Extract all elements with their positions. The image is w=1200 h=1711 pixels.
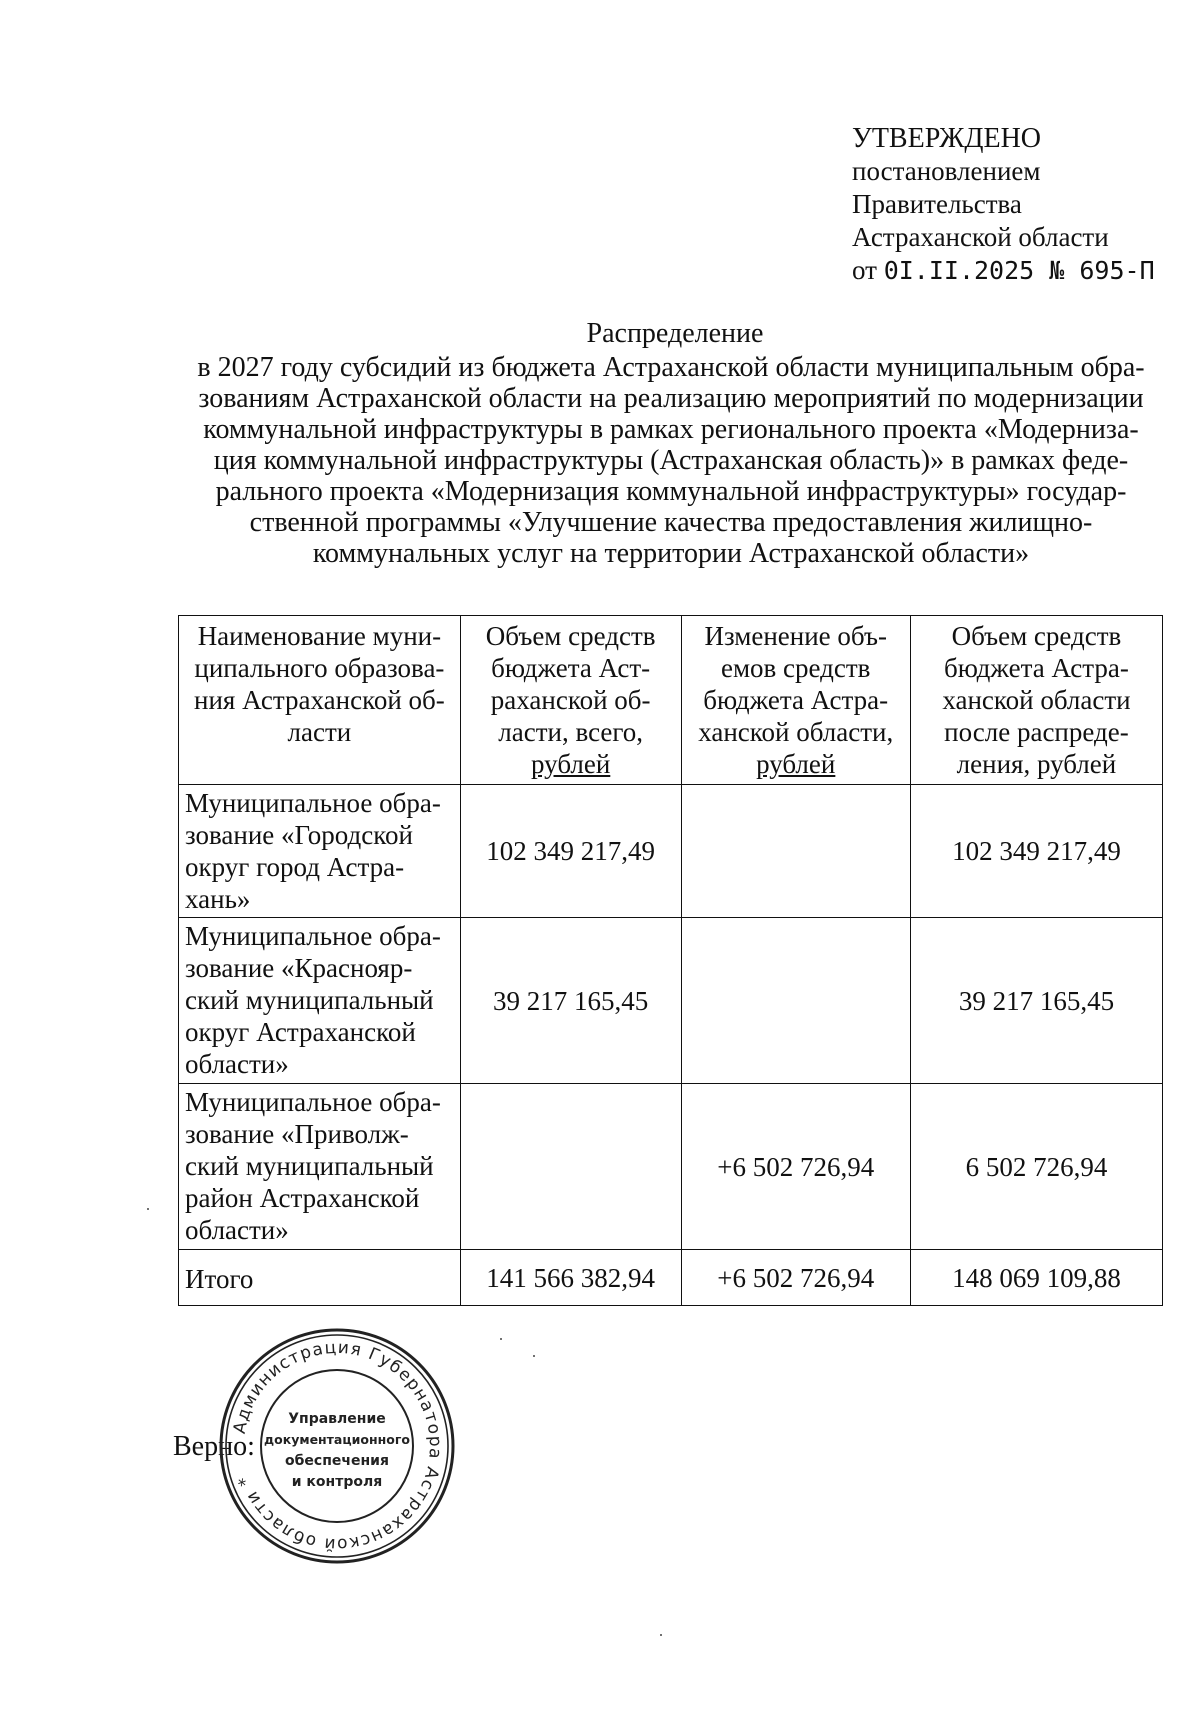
approval-line-3: Астраханской области (852, 222, 1109, 252)
header-line: ласти (287, 717, 352, 747)
cell-change (681, 785, 910, 918)
table-row (179, 918, 1163, 1084)
table-total-row (179, 1250, 1163, 1306)
name-line: ский муниципальный (185, 985, 434, 1015)
name-line: зование «Приволж- (185, 1119, 409, 1149)
name-line: области» (185, 1049, 289, 1079)
cell-after: 6 502 726,94 (910, 1084, 1162, 1250)
approval-line-1: постановлением (852, 156, 1041, 186)
cell-after: 148 069 109,88 (910, 1250, 1162, 1306)
scan-speck (147, 1208, 149, 1210)
cell-change (681, 918, 910, 1084)
distribution-table (178, 615, 1163, 1306)
cell-total: 39 217 165,45 (460, 918, 681, 1084)
cell-municipality (179, 785, 461, 918)
name-line: области» (185, 1215, 289, 1245)
name-line: хань» (185, 884, 251, 914)
header-line: раханской об- (490, 685, 651, 715)
header-line: после распреде- (944, 717, 1129, 747)
name-line: район Астраханской (185, 1183, 420, 1213)
approval-date-line (852, 254, 1155, 287)
cell-total-label: Итого (179, 1250, 461, 1306)
header-line: Объем средств (485, 621, 656, 651)
scan-speck (660, 1634, 662, 1636)
seal-line: и контроля (291, 1474, 383, 1490)
header-line: бюджета Астра- (944, 653, 1129, 683)
subtitle-line: ственной программы «Улучшение качества предоставления жилищно- (249, 507, 1093, 538)
header-line: ласти, всего, (498, 717, 644, 747)
seal-line: документационного (264, 1432, 410, 1447)
header-line: емов средств (720, 653, 871, 683)
header-line: ния Астраханской об- (194, 685, 445, 715)
approval-prefix: от (852, 255, 877, 285)
approval-block (852, 122, 1155, 287)
name-line: Муниципальное обра- (185, 921, 441, 951)
cell-total (460, 1084, 681, 1250)
header-municipality (179, 616, 461, 785)
header-budget-after (910, 616, 1162, 785)
name-line: Муниципальное обра- (185, 788, 441, 818)
header-line: ления, рублей (956, 749, 1117, 779)
name-line: зование «Городской (185, 820, 413, 850)
header-line: Наименование муни- (197, 621, 442, 651)
name-line: ский муниципальный (185, 1151, 434, 1181)
seal-ring-text: Администрация Губернатора Астраханской области * (229, 1337, 446, 1555)
cell-change: +6 502 726,94 (681, 1084, 910, 1250)
header-budget-change (681, 616, 910, 785)
document-title: Распределение (586, 318, 764, 349)
header-budget-total (460, 616, 681, 785)
subtitle-line: рального проекта «Модернизация коммунальной инфраструктуры» государ- (215, 476, 1127, 507)
header-line: бюджета Астра- (703, 685, 889, 715)
cell-municipality (179, 1084, 461, 1250)
scan-speck (533, 1355, 535, 1357)
cell-after: 102 349 217,49 (910, 785, 1162, 918)
name-line: зование «Краснояр- (185, 953, 413, 983)
approval-number: 0I.II.2025 № 695-П (883, 256, 1155, 285)
header-line: Объем средств (951, 621, 1122, 651)
subtitle-line: в 2027 году субсидий из бюджета Астраханской области муниципальным обра- (197, 352, 1145, 383)
approval-line-2: Правительства (852, 189, 1022, 219)
official-seal (217, 1326, 457, 1566)
header-line: Изменение объ- (704, 621, 887, 651)
cell-municipality (179, 918, 461, 1084)
header-line: рублей (531, 749, 611, 779)
header-line: ципального образова- (194, 653, 445, 683)
seal-line: обеспечения (285, 1453, 389, 1469)
approval-heading: УТВЕРЖДЕНО (852, 123, 1042, 154)
table-header-row (179, 616, 1163, 785)
name-line: Муниципальное обра- (185, 1087, 441, 1117)
header-line: рублей (756, 749, 836, 779)
cell-after: 39 217 165,45 (910, 918, 1162, 1084)
scan-speck (500, 1338, 502, 1340)
cell-change: +6 502 726,94 (681, 1250, 910, 1306)
subtitle-line: зованиям Астраханской области на реализацию мероприятий по модернизации (198, 383, 1144, 414)
subtitle-line: ция коммунальной инфраструктуры (Астраханская область)» в рамках феде- (213, 445, 1129, 476)
header-line: ханской области, (698, 717, 894, 747)
document-subtitle (186, 352, 1156, 569)
table-row (179, 785, 1163, 918)
subtitle-line: коммунальных услуг на территории Астраханской области» (312, 538, 1030, 569)
header-line: ханской области (942, 685, 1131, 715)
cell-total: 141 566 382,94 (460, 1250, 681, 1306)
header-line: бюджета Аст- (491, 653, 651, 683)
verified-label: Верно: (173, 1431, 255, 1462)
seal-line: Управление (288, 1411, 386, 1427)
cell-total: 102 349 217,49 (460, 785, 681, 918)
name-line: округ Астраханской (185, 1017, 416, 1047)
name-line: округ город Астра- (185, 852, 405, 882)
table-row (179, 1084, 1163, 1250)
subtitle-line: коммунальной инфраструктуры в рамках регионального проекта «Модерниза- (203, 414, 1139, 445)
